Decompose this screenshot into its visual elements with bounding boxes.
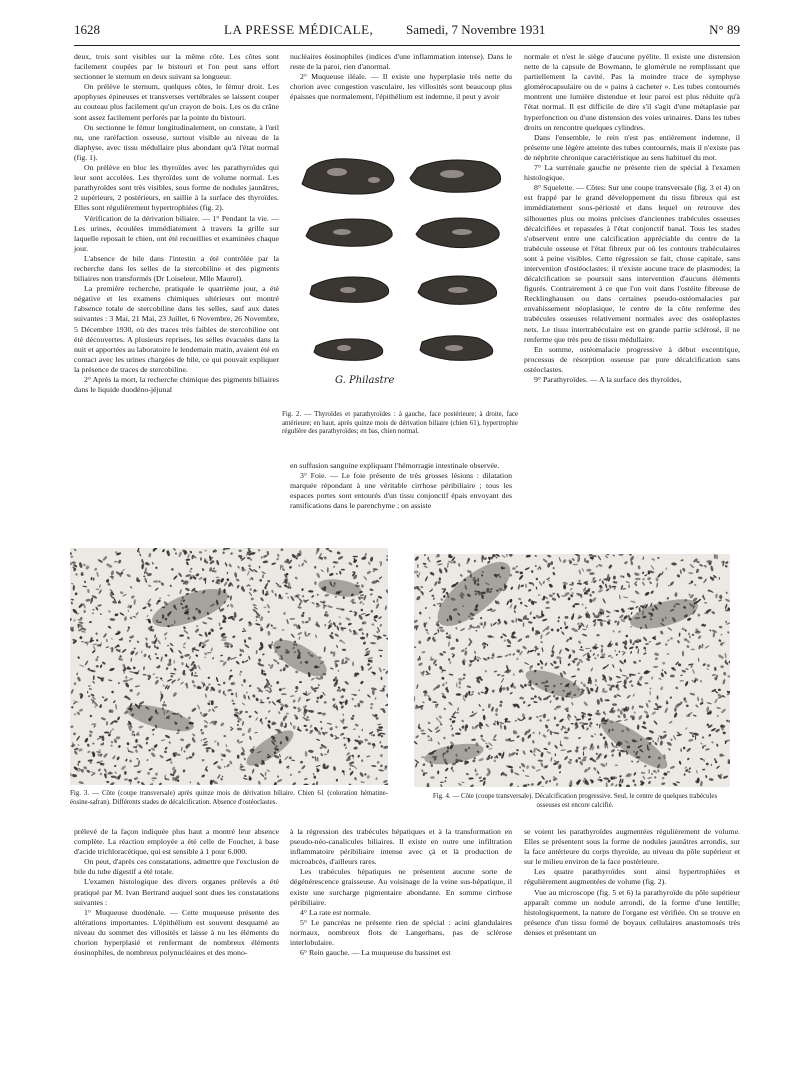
paragraph: 2° Muqueuse iléale. — Il existe une hyperplasie très nette du chorion avec congestion vasculaire, les villosités sont beaucoup plus épaisses que normalement, l'épithélium est indemne, il peut y avoir [290, 72, 512, 102]
paragraph: L'examen histologique des divers organes prélevés a été pratiqué par M. Ivan Bertrand auquel sont dues les constatations suivantes : [74, 877, 279, 907]
paragraph: Dans l'ensemble, le rein n'est pas entièrement indemne, il présente une légère atteinte des tubes contournés, mais il n'existe pas de néphrite chronique caractéristique au sens habituel du mot. [524, 132, 740, 162]
paragraph: se voient les parathyroïdes augmentées régulièrement de volume. Elles se présentent sous la forme de nodules jaunâtres arrondis, sur la face antérieure du corps thyroïde, au niveau du pôle supérieur et sur le milieu environ de la face postérieure. [524, 827, 740, 867]
paragraph: On sectionne le fémur longitudinalement, on constate, à l'œil nu, une raréfaction osseuse, surtout visible au niveau de la diaphyse, avec tissu médullaire plus abondant qu'à l'état normal (fig. 1). [74, 122, 279, 162]
paragraph: Vérification de la dérivation biliaire. — 1° Pendant la vie. — Les urines, écoulées immédiatement à travers la grille sur laquelle reposait le chien, ont été recueillies et examinées chaque jour. [74, 213, 279, 253]
fig3-caption: Fig. 3. — Côte (coupe transversale) après quinze mois de dérivation biliaire. Chien 61 (coloration hématine-éosine-safran). Différents stades de décalcification. Absence d'ostéoclastes. [70, 790, 388, 806]
top-column-middle-upper [290, 52, 512, 102]
header-rule [74, 45, 740, 46]
paragraph: Les quatre parathyroïdes sont ainsi hypertrophiées et régulièrement augmentées de volume (fig. 2). [524, 867, 740, 887]
issue-number: N° 89 [709, 22, 740, 37]
paragraph: On peut, d'après ces constatations, admettre que l'exclusion de bile du tube digestif a été totale. [74, 857, 279, 877]
paragraph: nucléaires éosinophiles (indices d'une inflammation intense). Dans le reste de la paroi, rien d'anormal. [290, 52, 512, 72]
top-column-middle-lower [290, 461, 512, 511]
paragraph: Les trabécules hépatiques ne présentent aucune sorte de dégénérescence graisseuse. Au voisinage de la veine sus-hépatique, il existe une surcharge pigmentaire abondante. En somme cirrhose péribiliaire. [290, 867, 512, 907]
paragraph: Vue au microscope (fig. 5 et 6) la parathyroïde du pôle supérieur apparaît comme un nodule arrondi, de la forme d'une lentille; histologiquement, la nature de l'organe est vérifiée. On se trouve en présence d'un tissu formé de boyaux cellulaires anastomosés très denses et présentant un [524, 887, 740, 937]
paragraph: L'absence de bile dans l'intestin a été contrôlée par la recherche dans les selles de la stercobiline et des pigments biliaires non transformés (Dr Loiseleur, Mlle Maurel). [74, 253, 279, 284]
top-column-right [524, 52, 740, 385]
paragraph: 2° Après la mort, la recherche chimique des pigments biliaires dans le liquide duodéno-jéjunal [74, 375, 279, 395]
paragraph: 8° Squelette. — Côtes: Sur une coupe transversale (fig. 3 et 4) on est frappé par le grand développement du tissu fibreux qui est immédiatement sous-périosté et dans lequel on retrouve des silhouettes plus ou moins précises d'anciennes trabécules osseuses décalcifiées et repassées à l'état conjonctif banal. Tous les stades s'observent entre une calcification appréciable du centre de la trabécule osseuse et l'état fibreux pur où les contours trabéculaires sont à peine visibles. Cette régression se fait, chose capitale, sans intervention d'ostéoclastes: il n'existe aucune trace de plasmodes; la décalcification se poursuit sans intervention d'aucuns éléments figurés. Contrairement à ce que l'on voit dans l'ostéite fibreuse de Recklinghausen ou dans certaines pseudo-ostéomalacies par envahissement néoplasique, le centre de la côte renferme des trabécules osseuses relativement normales avec des ostéoplastes nets. Le tissu intertrabéculaire est en grande partie sclérosé, il ne renferme que très peu de tissu médullaire. [524, 183, 740, 344]
paragraph: en suffusion sanguine expliquant l'hémorragie intestinale observée. [290, 461, 500, 470]
paragraph: 1° Muqueuse duodénale. — Cette muqueuse présente des altérations importantes. L'épithélium est souvent desquamé au niveau du sommet des villosités et laisse à nu les éléments du chorion hyperplasié et renfermant de nombreux éléments éosinophiles, de nombreux polynucléaires et des mono- [74, 907, 279, 958]
issue-date: Samedi, 7 Novembre 1931 [406, 22, 546, 37]
paragraph: 7° La surrénale gauche ne présente rien de spécial à l'examen histologique. [524, 163, 740, 183]
bottom-column-left [74, 827, 279, 958]
paragraph: 5° Le pancréas ne présente rien de spécial : acini glandulaires normaux, nombreux flots de Langerhans, pas de sclérose interlobulaire. [290, 917, 512, 948]
fig4-micrograph [414, 554, 730, 787]
page-header [74, 22, 740, 40]
fig2-signature: G. Philastre [335, 375, 395, 386]
paragraph: 4° La rate est normale. [300, 907, 371, 917]
paragraph: deux, trois sont visibles sur la même côte. Les côtes sont facilement coupées par le bistouri et l'on peut sans effort sectionner le sternum en deux suivant sa longueur. [74, 52, 279, 82]
paragraph: normale et n'est le siège d'aucune pyélite. Il existe une distension nette de la capsule de Bowmann, le glomérule ne remplissant que partiellement la cavité. Pas la moindre trace de symphyse glomérocapsulaire ou de « pains à cacheter ». Les tubes contournés montrent une lumière distendue et leur paroi est plus réduite qu'à l'état normal. Il est difficile de dire s'il s'agit d'une métaplasie par hyperfonction ou d'une distension des voies urinaires. Dans les tubes droits on rencontre quelques cylindres. [524, 52, 740, 132]
paragraph: 9° Parathyroïdes. — A la surface des thyroïdes, [534, 375, 682, 384]
fig2-photograph [282, 150, 518, 400]
bottom-column-right [524, 827, 740, 938]
journal-title: LA PRESSE MÉDICALE, [224, 22, 374, 37]
fig3-micrograph [70, 548, 388, 785]
paragraph: La première recherche, pratiquée le quatrième jour, a été négative et les examens chimiques ultérieurs ont montré l'absence totale de stercobiline dans les selles, sauf aux dates suivantes : 3 Mai, 21 Mai, 23 Juillet, 6 Novembre, 26 Novembre, 5 Décembre 1930, où des traces très faibles de stercobiline ont été découvertes. A plusieurs reprises, les selles évacuées dans la nuit et apportées au laboratoire le lendemain matin, avaient été en contact avec les urines chargées de bile, ce qui pouvait expliquer la présence de traces de stercobiline. [74, 284, 280, 374]
paragraph: En somme, ostéomalacie progressive à début excentrique, processus de résorption osseuse par pure décalcification sans ostéoclastes. [524, 344, 740, 374]
fig2-caption: Fig. 2. — Thyroïdes et parathyroïdes : à gauche, face postérieure; à droite, face antérieure; en haut, après quinze mois de dérivation biliaire (chien 61), hypertrophie régulière des parathyroïdes; en bas, chien normal. [282, 411, 518, 436]
bottom-column-middle [290, 827, 512, 958]
paragraph: prélevé de la façon indiquée plus haut a montré leur absence complète. La réaction employée a été celle de Fouchet, à base d'acide trichloracétique, qui est sensible à 1 pour 6.000. [74, 827, 279, 857]
paragraph: On prélève en bloc les thyroïdes avec les parathyroïdes qui leur sont accolées. Les thyroïdes sont de volume normal. Les parathyroïdes sont très visibles, sous forme de nodules jaunâtres, 2 supérieurs, 2 postérieurs, en saillie à la surface des thyroïdes. Elles sont régulièrement hypertrophiées (fig. 2). [74, 163, 279, 213]
paragraph: 3° Foie. — Le foie présente de très grosses lésions : dilatation marquée répondant à une véritable cirrhose péribiliaire ; tous les espaces portes sont entourés d'un tissu conjonctif épais envoyant des ramifications dans le parenchyme ; on assiste [290, 471, 512, 511]
fig4-caption: Fig. 4. — Côte (coupe transversale). Décalcification progressive. Seul, le centre de quelques trabécules osseuses est encore calcifié. [432, 793, 718, 809]
paragraph: On prélève le sternum, quelques côtes, le fémur droit. Les apophyses épineuses et transverses vertébrales se laissent couper au couteau plus facilement qu'un crayon de bois. Les os du crâne sont assez facilement perforés par la pointe du bistouri. [74, 82, 279, 122]
paragraph: à la régression des trabécules hépatiques et à la transformation en pseudo-néo-canalicules biliaires. Il existe en outre une infiltration inflammatoire péribiliaire intense avec çà et là production de microabcès, d'ailleurs rares. [290, 827, 512, 867]
paragraph: 6° Rein gauche. — La muqueuse du bassinet est [300, 948, 451, 958]
top-column-left [74, 52, 279, 395]
page-number: 1628 [74, 22, 100, 37]
